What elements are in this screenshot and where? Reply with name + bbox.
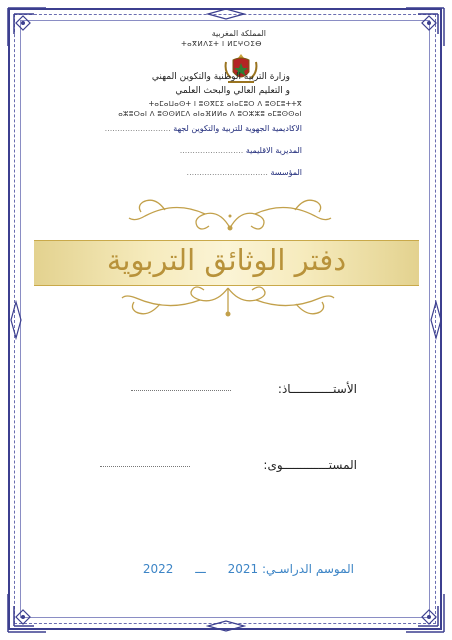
directorate-dots: ......................... [179,146,244,155]
academy-field [105,124,302,133]
level-line[interactable] [100,466,190,467]
directorate-label: المديرية الاقليمية [245,146,302,155]
school-year-label: الموسم الدراسـي: [261,562,354,576]
academy-label: الاكاديمية الجهوية للتربية والتكوين لجهة [173,124,302,133]
directorate-field [180,146,302,155]
institution-field [187,168,302,177]
document-title: دفتر الوثائق التربوية [106,243,347,277]
institution-dots: ................................ [186,168,268,177]
coat-of-arms-icon [222,52,260,88]
school-year-start: 2021 [227,562,259,576]
ministry-tifinagh-line2: ⴰⵣⵓⵔⴰⵏ ⴷ ⵓⵙⵙⵍⵎⴷ ⴰⵏⴰⴼⵍⵍⴰ ⴷ ⵓⵔⵣⵣⵓ ⴰⵎⵓⵙⵙⴰⵏ [118,110,302,118]
bottom-ornament [206,619,246,633]
gold-flourish-bottom [118,282,338,322]
corner-ornament-bottom-right [402,590,448,636]
side-ornament-left [9,300,23,340]
side-ornament-right [429,300,443,340]
corner-ornament-top-left [4,4,50,50]
corner-ornament-top-right [402,4,448,50]
ministry-name-line2: و التعليم العالي والبحث العلمي [175,86,290,96]
level-label: المستـــــــــــــوى: [263,458,357,472]
school-year-dash: ـــ [195,562,206,576]
teacher-label: الأستــــــــــــاذ: [277,382,357,396]
ministry-tifinagh-line1: ⵜⴰⵎⴰⵡⴰⵙⵜ ⵏ ⵓⵙⴳⵎⵉ ⴰⵏⴰⵎⵓⵔ ⴷ ⵓⵙⵎⵓⵜⵜⴳ [148,100,302,108]
school-year-end: 2022 [142,562,174,576]
institution-label: المؤسسة [270,168,302,177]
title-banner [34,240,419,286]
ministry-name-line1: وزارة التربية الوطنية والتكوين المهني [151,72,290,82]
school-year [125,562,354,576]
gold-flourish-top [125,192,335,236]
kingdom-name-tifinagh: ⵜⴰⴳⵍⴷⵉⵜ ⵏ ⵍⵎⵖⵔⵉⴱ [181,40,262,48]
corner-ornament-bottom-left [4,590,50,636]
top-ornament [206,7,246,21]
kingdom-name: المملكة المغربية [211,29,266,38]
teacher-name-line[interactable] [131,390,231,391]
academy-dots: .......................... [104,124,171,133]
